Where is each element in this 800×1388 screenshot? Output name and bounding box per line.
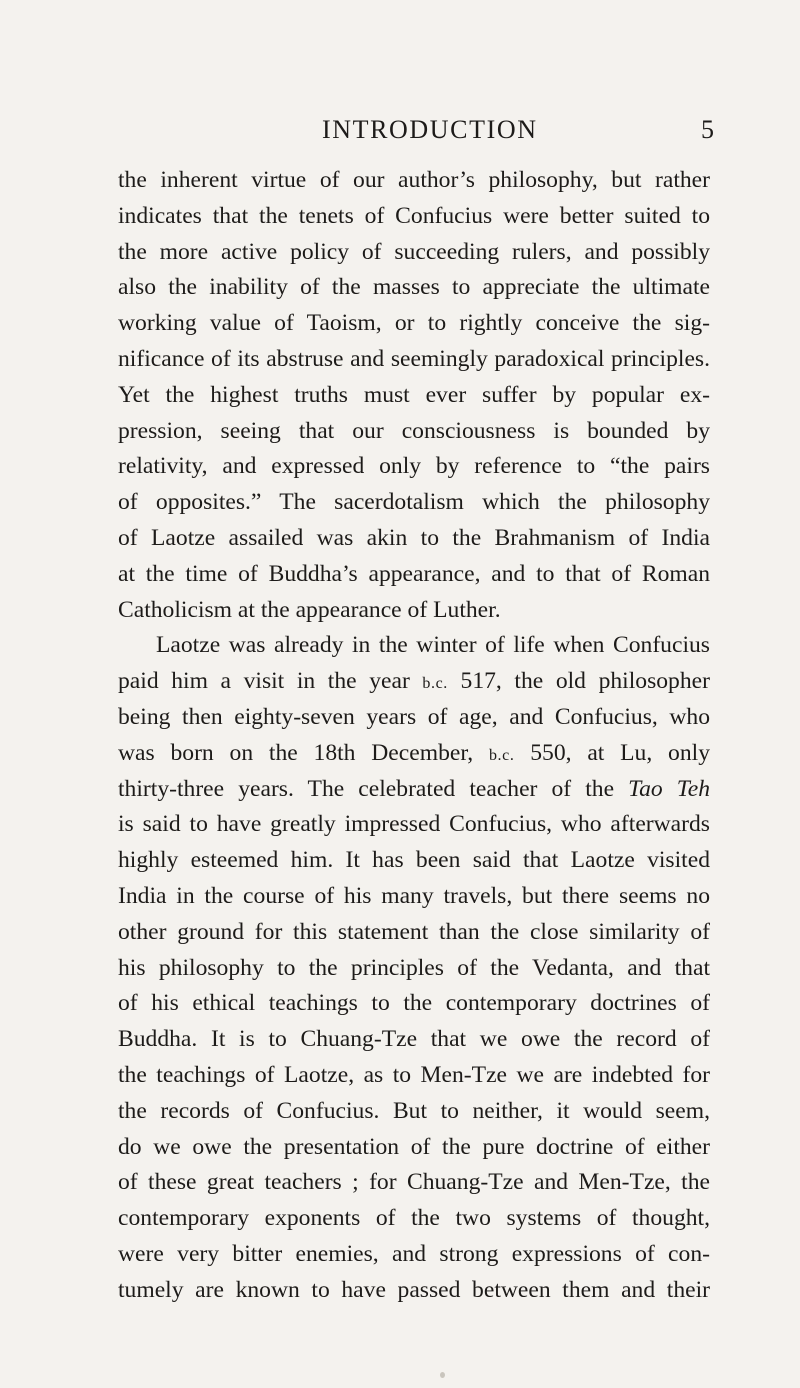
text-line: highly esteemed him. It has been said that Laotze visited [118, 847, 710, 874]
text-line: at the time of Buddha’s appearance, and to that of Roman [118, 560, 710, 587]
text-line: Yet the highest truths must ever suffer by popular ex- [118, 381, 710, 408]
text-line: working value of Taoism, or to rightly conceive the sig- [118, 310, 710, 337]
text-line: the records of Confucius. But to neither, it would seem, [118, 1097, 710, 1124]
book-title-italic: Tao Teh [628, 775, 711, 802]
text-line: of these great teachers ; for Chuang-Tze and Men-Tze, the [118, 1169, 710, 1196]
text-line: nificance of its abstruse and seemingly paradoxical principles. [118, 345, 710, 372]
paragraph-end-line: Catholicism at the appearance of Luther. [118, 596, 501, 623]
text-line: the more active policy of succeeding rulers, and possibly [118, 238, 710, 265]
text-line: contemporary exponents of the two systems of thought, [118, 1205, 710, 1232]
text-line: other ground for this statement than the close similarity of [118, 918, 710, 945]
text-line: of Laotze assailed was akin to the Brahmanism of India [118, 524, 710, 551]
text-line: pression, seeing that our consciousness is bounded by [118, 417, 710, 444]
running-head-title: INTRODUCTION [322, 115, 538, 144]
text-line: the teachings of Laotze, as to Men-Tze we are indebted for [118, 1061, 710, 1088]
text-line: paid him a visit in the year b.c. 517, the old philosopher [118, 668, 710, 695]
paragraph-start-line: Laotze was already in the winter of life when Confucius [156, 632, 710, 659]
text-line: were very bitter enemies, and strong expressions of con- [118, 1240, 710, 1267]
text-line: is said to have greatly impressed Confucius, who afterwards [118, 811, 710, 838]
text-line: do we owe the presentation of the pure doctrine of either [118, 1133, 710, 1160]
text-line: of opposites.” The sacerdotalism which the philosophy [118, 489, 710, 516]
text-line: tumely are known to have passed between them and their [118, 1276, 710, 1303]
era-abbreviation: b.c. [422, 675, 448, 693]
era-abbreviation: b.c. [488, 746, 515, 764]
text-line: thirty-three years. The celebrated teacher of the Tao Teh [118, 775, 711, 802]
running-head [0, 110, 800, 150]
text-line: being then eighty-seven years of age, and Confucius, who [118, 703, 710, 730]
paper-speck [440, 1372, 445, 1378]
text-line: relativity, and expressed only by reference to “the pairs [118, 453, 710, 480]
text-line: his philosophy to the principles of the Vedanta, and that [118, 954, 710, 981]
text-line: India in the course of his many travels, but there seems no [118, 882, 710, 909]
body-text [118, 163, 710, 1309]
text-line: indicates that the tenets of Confucius were better suited to [118, 202, 710, 229]
text-line: of his ethical teachings to the contemporary doctrines of [118, 990, 710, 1017]
text-line: also the inability of the masses to appreciate the ultimate [118, 274, 710, 301]
page-number: 5 [701, 115, 714, 144]
text-line: Buddha. It is to Chuang-Tze that we owe the record of [118, 1026, 710, 1053]
text-line: was born on the 18th December, b.c. 550, at Lu, only [118, 739, 710, 766]
text-line: the inherent virtue of our author’s philosophy, but rather [118, 167, 710, 193]
